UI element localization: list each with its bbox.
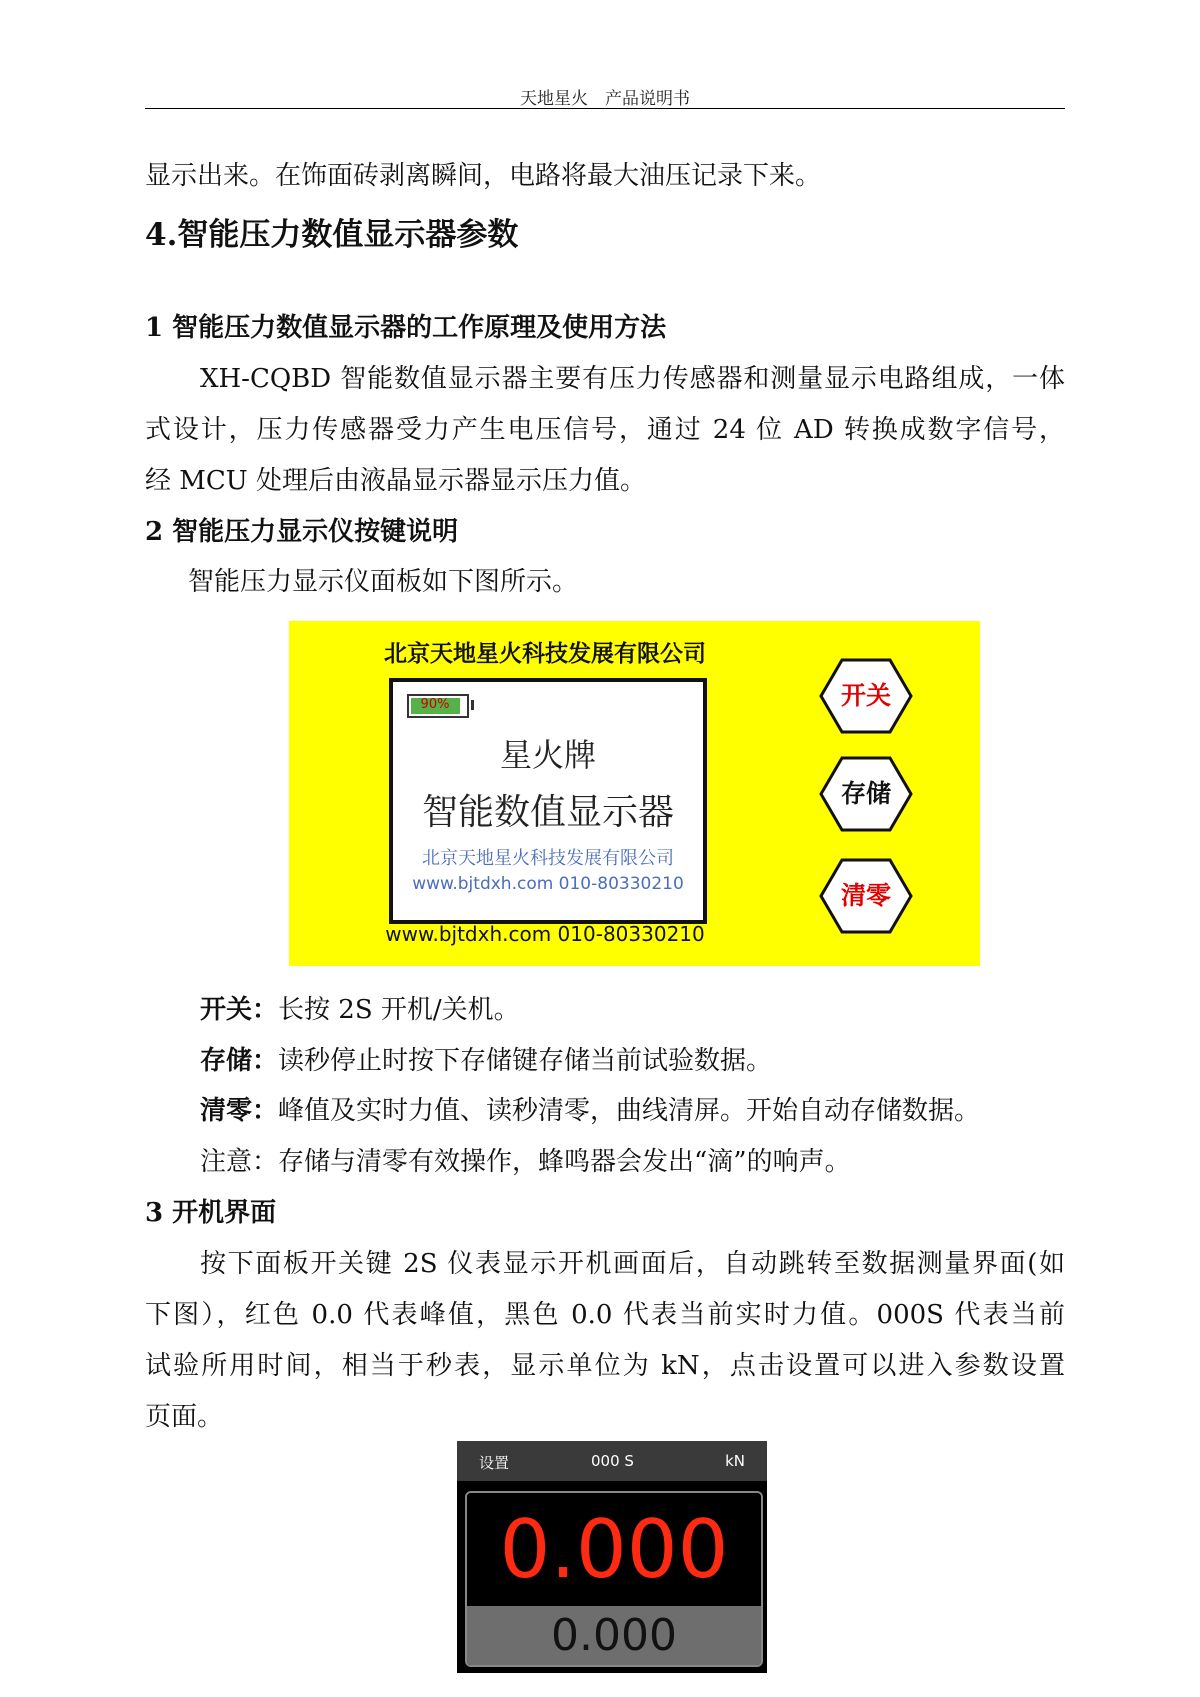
paragraph-continuation: 显示出来。在饰面砖剥离瞬间，电路将最大油压记录下来。	[145, 161, 822, 191]
document-header: 天地星火 产品说明书	[520, 89, 690, 109]
realtime-value: 0.000	[467, 1606, 761, 1665]
subsection-3-text-line-4: 页面。	[145, 1402, 224, 1432]
peak-value: 0.000	[467, 1493, 761, 1606]
subsection-1-text-line-1: XH-CQBD 智能数值显示器主要有压力传感器和测量显示电路组成，一体	[200, 364, 1065, 394]
screen-device-name: 智能数值显示器	[421, 792, 674, 833]
measurement-screen-figure	[457, 1441, 767, 1673]
screen-top-bar	[457, 1441, 767, 1481]
panel-company-name: 北京天地星火科技发展有限公司	[384, 641, 706, 667]
screen-url: www.bjtdxh.com 010-80330210	[412, 874, 684, 894]
key-zero-term: 清零：	[200, 1096, 279, 1126]
subsection-2-heading: 2 智能压力显示仪按键说明	[145, 517, 459, 547]
key-zero-description	[200, 1094, 1120, 1128]
battery-percent: 90%	[420, 697, 450, 712]
subsection-1-text-line-3: 经 MCU 处理后由液晶显示器显示压力值。	[145, 466, 646, 496]
store-key-label: 存储	[840, 779, 891, 808]
subsection-3-text-line-3: 试验所用时间，相当于秒表，显示单位为 kN，点击设置可以进入参数设置	[145, 1351, 1065, 1381]
section-4-heading: 4.智能压力数值显示器参数	[145, 217, 519, 253]
power-key-label: 开关	[840, 681, 891, 710]
screen-company: 北京天地星火科技发展有限公司	[422, 848, 674, 869]
key-store-text: 读秒停止时按下存储键存储当前试验数据。	[278, 1046, 773, 1076]
battery-cap	[471, 700, 474, 710]
subsection-3-heading: 3 开机界面	[145, 1198, 277, 1228]
zero-key[interactable]	[819, 857, 913, 935]
store-key[interactable]	[819, 755, 913, 833]
reading-frame	[465, 1491, 763, 1667]
key-power-text: 长按 2S 开机/关机。	[278, 995, 520, 1025]
note-text: 注意：存储与清零有效操作，蜂鸣器会发出“滴”的响声。	[200, 1147, 851, 1177]
zero-key-label: 清零	[840, 881, 891, 910]
subsection-1-heading: 1 智能压力数值显示器的工作原理及使用方法	[145, 313, 667, 343]
subsection-1-text-line-2: 式设计，压力传感器受力产生电压信号，通过 24 位 AD 转换成数字信号，	[145, 415, 1065, 445]
key-power-term: 开关：	[200, 995, 279, 1025]
key-store-term: 存储：	[200, 1046, 279, 1076]
subsection-3-text-line-1: 按下面板开关键 2S 仪表显示开机画面后，自动跳转至数据测量界面(如	[200, 1249, 1065, 1279]
key-power-description	[200, 993, 1120, 1027]
power-key[interactable]	[819, 657, 913, 735]
key-store-description	[200, 1044, 1120, 1078]
subsection-3-text-line-2: 下图），红色 0.0 代表峰值，黑色 0.0 代表当前实时力值。000S 代表当前	[145, 1300, 1065, 1330]
device-panel-figure	[289, 621, 980, 966]
screen-brand: 星火牌	[499, 736, 596, 774]
unit-label: kN	[725, 1452, 745, 1470]
key-zero-text: 峰值及实时力值、读秒清零，曲线清屏。开始自动存储数据。	[278, 1096, 981, 1126]
panel-url: www.bjtdxh.com 010-80330210	[385, 922, 705, 946]
settings-button[interactable]: 设置	[479, 1454, 510, 1472]
subsection-2-intro: 智能压力显示仪面板如下图所示。	[188, 567, 579, 597]
panel-lcd-screen	[389, 678, 707, 924]
header-rule	[145, 108, 1065, 109]
battery-indicator	[407, 694, 469, 718]
timer-readout: 000 S	[591, 1452, 634, 1470]
